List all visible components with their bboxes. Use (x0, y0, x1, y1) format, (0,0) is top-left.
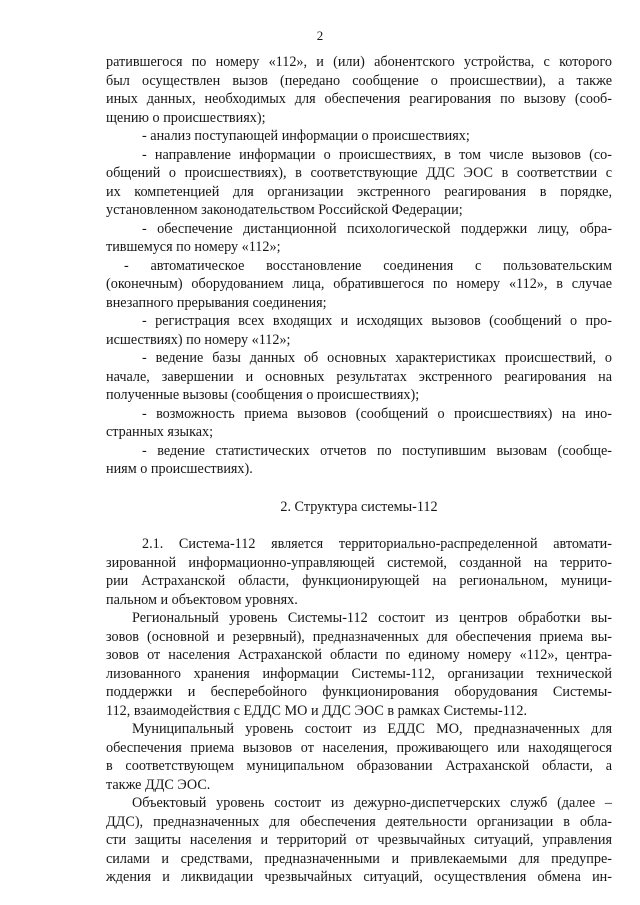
text-line: сти защиты населения и территорий от чрезвычайных ситуаций, управления (106, 832, 612, 848)
text-line: ДДС), предназначенных для обеспечения деятельности организации в обла- (106, 813, 612, 830)
text-line: тившемуся по номеру «112»; (106, 239, 281, 255)
section-heading: 2. Структура системы-112 (280, 498, 438, 515)
text-line: - возможность приема вызовов (сообщений о происшествиях) на ино- (142, 405, 612, 422)
text-line: пальном и объектовом уровнях. (106, 591, 298, 608)
text-line: - автоматическое восстановление соединения с пользовательским (124, 257, 612, 274)
text-line: странных языках; (106, 424, 214, 440)
text-line: - регистрация всех входящих и исходящих вызовов (сообщений о про- (142, 313, 612, 329)
text-line: - направление информации о происшествиях, в том числе вызовов (со- (142, 146, 612, 163)
text-line: лизованного хранения информации Системы-112, организации технической (106, 665, 612, 682)
text-line: щению о происшествиях); (106, 109, 266, 126)
text-line: иных данных, необходимых для обеспечения реагирования по вызову (сооб- (106, 91, 612, 107)
text-line: силами и средствами, предназначенными и привлекаемыми для предупре- (106, 850, 612, 867)
text-line: - ведение статистических отчетов по поступившим вызовам (сообще- (142, 442, 612, 459)
text-line: рии Астраханской области, функционирующей на региональном, муници- (106, 573, 612, 589)
text-line: 112, взаимодействия с ЕДДС МО и ДДС ЭОС в рамках Системы-112. (106, 702, 528, 719)
text-line: в соответствующем муниципальном образовании Астраханской области, а (106, 758, 612, 774)
text-line: Объектовый уровень состоит из дежурно-диспетчерских служб (далее – (132, 795, 612, 811)
page-number: 2 (316, 28, 324, 43)
text-line: - ведение базы данных об основных характеристиках происшествий, о (142, 350, 612, 366)
text-line: 2.1. Система-112 является территориально-распределенной автомати- (142, 536, 612, 552)
text-line: (оконечным) оборудованием лица, обратившегося по номеру «112», в случае (106, 276, 612, 292)
text-line: поддержки и бесперебойного функционирования оборудования Системы- (106, 684, 612, 700)
text-line: ниям о происшествиях). (106, 461, 253, 477)
paragraph (106, 794, 612, 887)
text-line: внезапного прерывания соединения; (106, 294, 327, 311)
text-line: Муниципальный уровень состоит из ЕДДС МО, предназначенных для (132, 721, 612, 737)
text-line: зовов (основной и резервный), предназначенных для обеспечения приема вы- (106, 628, 612, 645)
text-line: обеспечения приема вызовов от населения, проживающего или находящегося (106, 739, 612, 756)
list-continuation-block (106, 53, 612, 479)
paragraph (106, 535, 612, 609)
text-line: общений о происшествиях), в соответствующие ДДС ЭОС в соответствии с (106, 165, 612, 181)
text-line: Региональный уровень Системы-112 состоит из центров обработки вы- (132, 610, 612, 626)
document-body (106, 53, 612, 887)
paragraph (106, 609, 612, 720)
text-line: их компетенцией для организации экстренного реагирования в порядке, (106, 183, 612, 200)
text-line: - обеспечение дистанционной психологической поддержки лицу, обра- (142, 220, 612, 237)
text-line: зированной информационно-управляющей системой, созданной на террито- (106, 554, 612, 571)
text-line: был осуществлен вызов (передано сообщение о происшествии), а также (106, 72, 612, 89)
text-line: зовов от населения Астраханской области по единому номеру «112», центра- (106, 647, 612, 663)
text-line: ратившегося по номеру «112», и (или) абонентского устройства, с которого (106, 54, 612, 70)
text-line: также ДДС ЭОС. (106, 776, 211, 793)
text-line: установленном законодательством Российской Федерации; (106, 202, 463, 218)
section-paragraphs (106, 535, 612, 887)
paragraph (106, 720, 612, 794)
text-line: - анализ поступающей информации о происшествиях; (142, 128, 470, 144)
text-line: начале, завершении и основных результатах экстренного реагирования на (106, 368, 612, 385)
text-line: исшествиях) по номеру «112»; (106, 331, 291, 348)
text-line: полученные вызовы (сообщения о происшествиях); (106, 387, 420, 403)
text-line: ждения и ликвидации чрезвычайных ситуаций, осуществления обмена ин- (106, 869, 612, 885)
